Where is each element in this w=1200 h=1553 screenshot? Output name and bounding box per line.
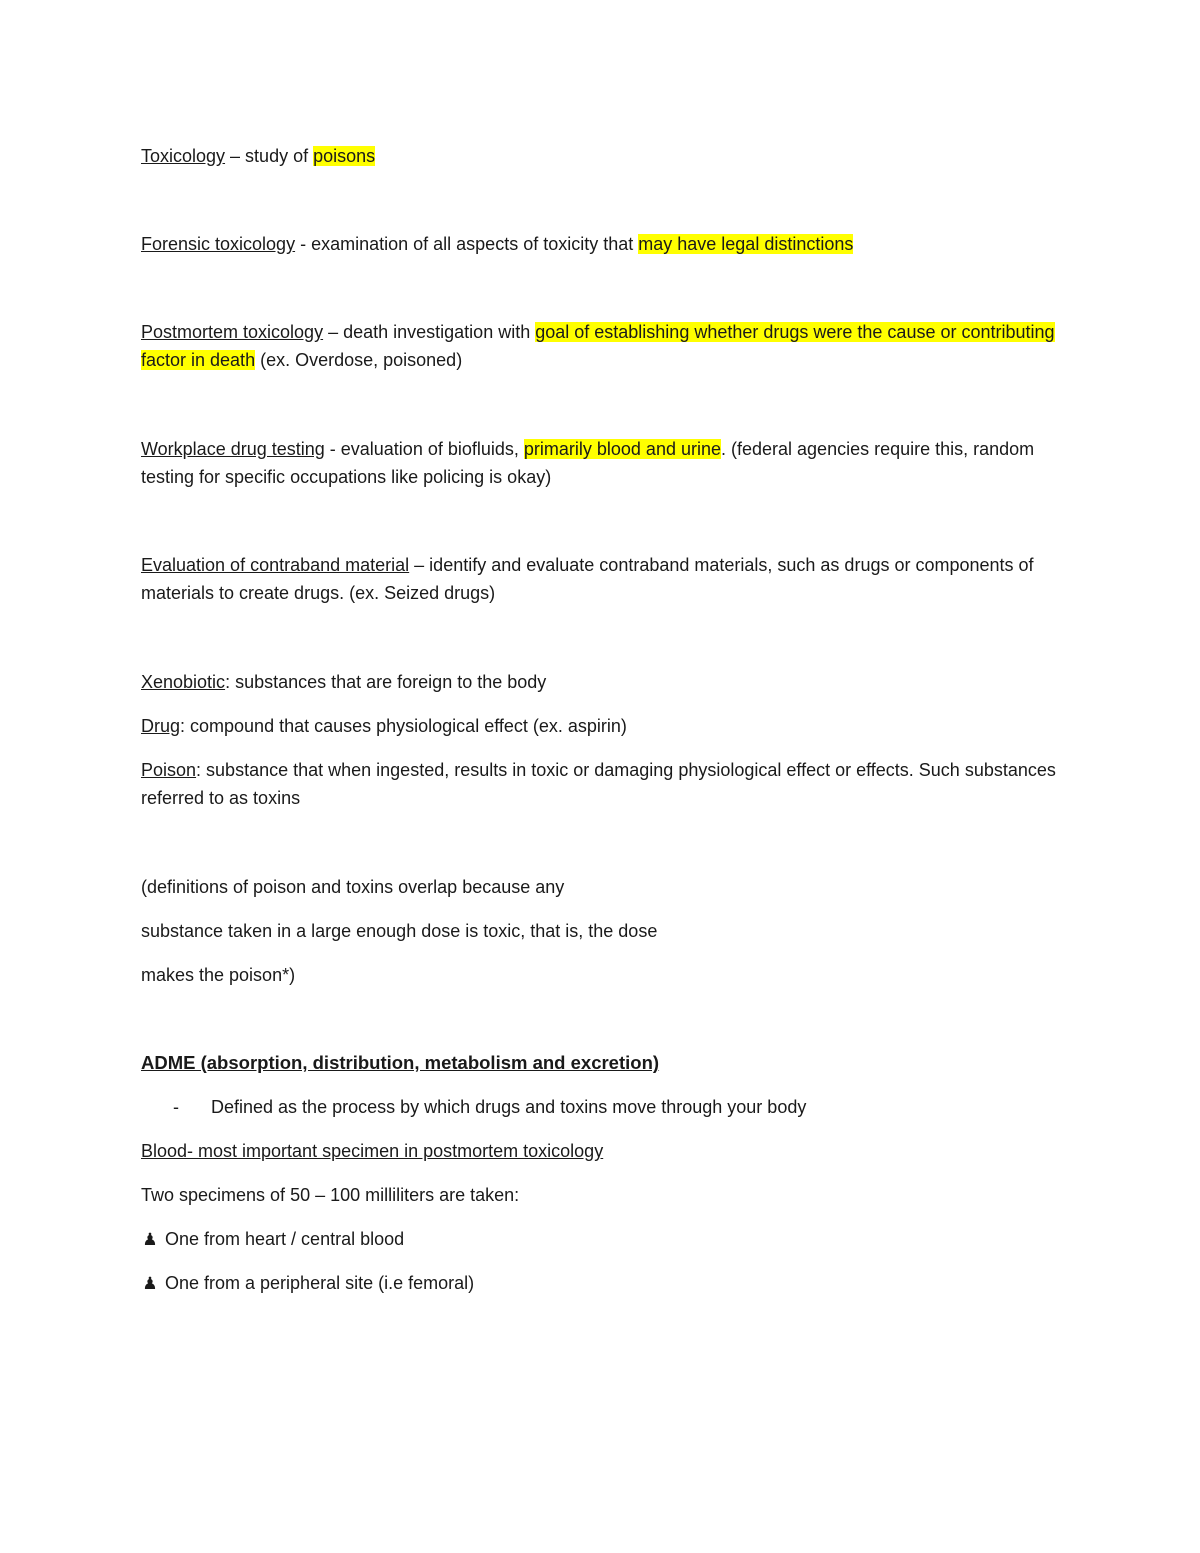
- definition-toxicology: [141, 142, 1061, 170]
- term-xenobiotic: Xenobiotic: [141, 672, 226, 692]
- bullet-item-2: [141, 1269, 1061, 1298]
- term-toxicology: Toxicology: [141, 146, 226, 166]
- specimens-line: Two specimens of 50 – 100 milliliters are taken:: [141, 1185, 520, 1205]
- definition-text-after: (ex. Overdose, poisoned): [255, 350, 463, 370]
- definition-postmortem-toxicology: [141, 318, 1061, 374]
- term-workplace-drug-testing: Workplace drug testing: [141, 439, 325, 459]
- definition-text: – identify and evaluate contraband materials, such as drugs or components of materials to create drugs. (ex. Seized drugs): [141, 555, 1034, 603]
- dash-item-text: Defined as the process by which drugs and toxins move through your body: [211, 1097, 807, 1117]
- note-line-1: (definitions of poison and toxins overlap because any: [141, 877, 565, 897]
- definition-text: : compound that causes physiological effect (ex. aspirin): [180, 716, 627, 736]
- definition-text: – death investigation with: [323, 322, 536, 342]
- bullet-text: One from heart / central blood: [165, 1229, 405, 1249]
- highlighted-text: may have legal distinctions: [638, 234, 854, 254]
- definition-poison: [141, 756, 1061, 812]
- definition-text: - evaluation of biofluids,: [324, 439, 524, 459]
- definition-text-after: . (federal agencies require this, random testing for specific occupations like policing is okay): [141, 439, 1035, 487]
- term-poison: Poison: [141, 760, 197, 780]
- definition-text: : substances that are foreign to the body: [225, 672, 547, 692]
- pawn-bullet-icon: ♟: [142, 1230, 158, 1249]
- definition-xenobiotic: [141, 668, 1061, 696]
- highlighted-text: primarily blood and urine: [523, 439, 721, 459]
- definition-drug: [141, 712, 1061, 740]
- definition-text: – study of: [225, 146, 314, 166]
- definition-forensic-toxicology: [141, 230, 1061, 258]
- dash-marker: -: [173, 1097, 179, 1117]
- term-contraband-material: Evaluation of contraband material: [141, 555, 410, 575]
- term-forensic-toxicology: Forensic toxicology: [141, 234, 296, 254]
- definition-workplace-drug-testing: [141, 435, 1061, 491]
- pawn-bullet-icon: ♟: [142, 1274, 158, 1293]
- bullet-text: One from a peripheral site (i.e femoral): [165, 1273, 475, 1293]
- blood-specimen-line: Blood- most important specimen in postmortem toxicology: [141, 1141, 604, 1161]
- definition-contraband-material: [141, 551, 1061, 607]
- definition-text: - examination of all aspects of toxicity that: [295, 234, 639, 254]
- bullet-item-1: [141, 1225, 1061, 1254]
- section-heading-adme: ADME (absorption, distribution, metabolism and excretion): [141, 1052, 660, 1073]
- note-line-3: makes the poison*): [141, 965, 296, 985]
- definition-text: : substance that when ingested, results in toxic or damaging physiological effect or effects. Such substances referred to as toxins: [141, 760, 1056, 808]
- note-line-2: substance taken in a large enough dose is toxic, that is, the dose: [141, 921, 658, 941]
- term-drug: Drug: [141, 716, 181, 736]
- term-postmortem-toxicology: Postmortem toxicology: [141, 322, 324, 342]
- highlighted-text: goal of establishing whether drugs were the cause or contributing factor in death: [141, 322, 1055, 370]
- highlighted-text: poisons: [313, 146, 376, 166]
